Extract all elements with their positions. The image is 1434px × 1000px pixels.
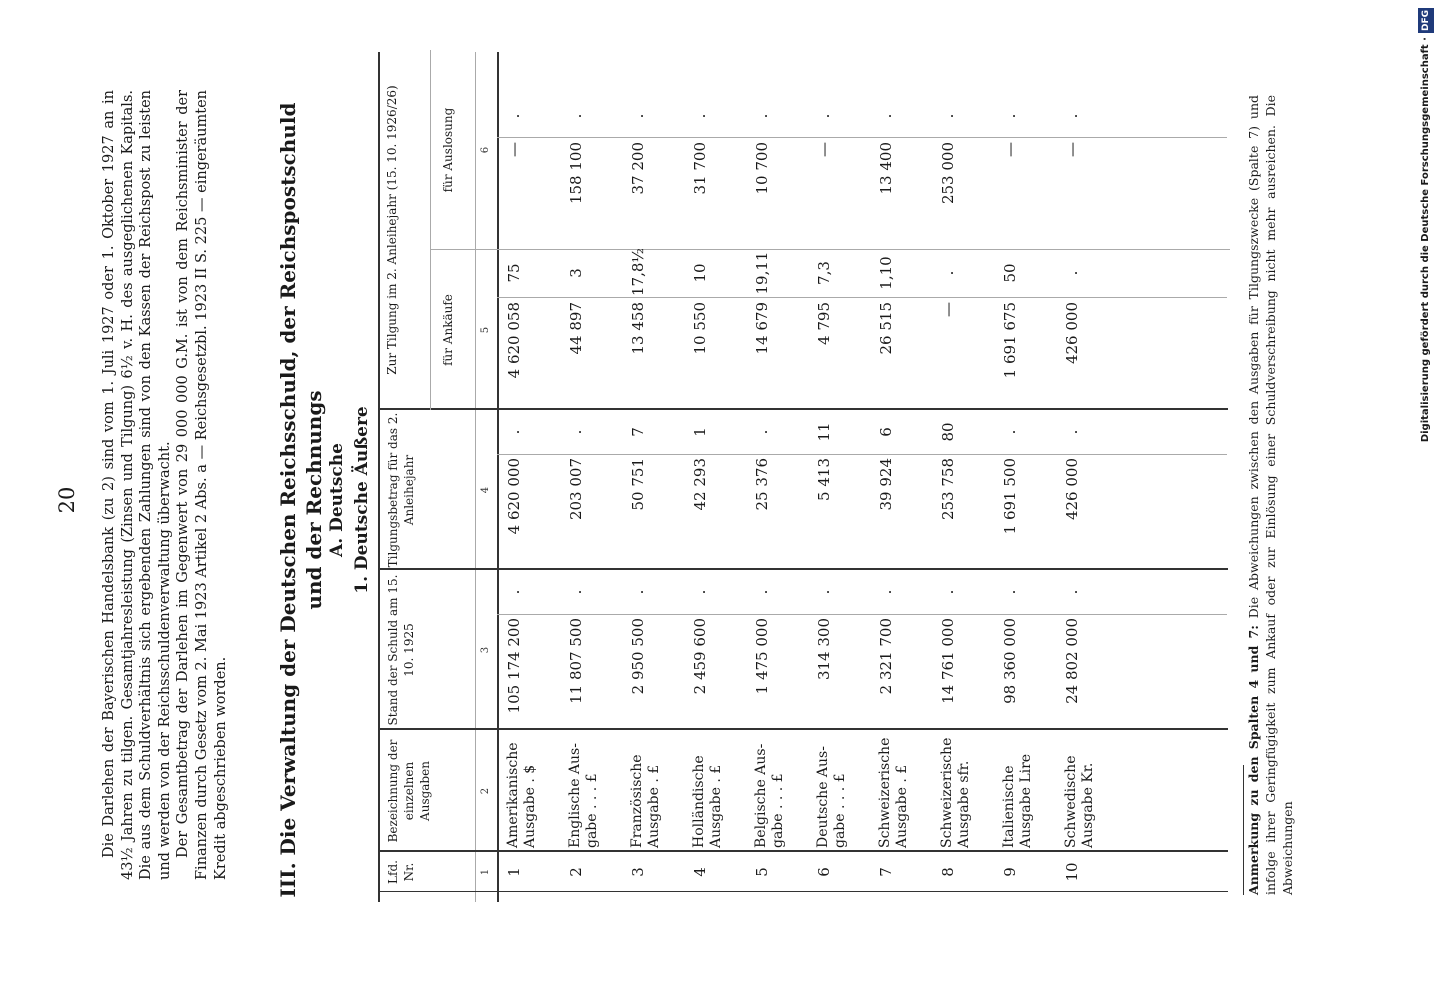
cell-name1: Holländische (691, 755, 707, 848)
cell-stand-frac: . (629, 589, 647, 595)
header-stand: Stand der Schuld am 15. 10. 1925 (386, 574, 416, 726)
cell-ank-frac: . (939, 270, 957, 276)
frac-divider-5 (497, 297, 1227, 298)
cell-aus-frac: . (691, 113, 709, 119)
cell-name2: gabe . . . £ (832, 773, 848, 848)
frac-divider-3 (497, 614, 1227, 615)
frac-divider-6 (497, 137, 1227, 138)
note-rule (1243, 765, 1244, 895)
cell-ank: 13 458 (629, 302, 647, 355)
cell-nr: 4 (691, 867, 709, 877)
cell-tilg-frac: . (505, 429, 523, 435)
cell-aus-frac: . (815, 113, 833, 119)
dfg-logo: DFG (1418, 8, 1434, 33)
col-divider-5 (378, 408, 1228, 410)
cell-ank: 10 550 (691, 302, 709, 355)
cell-ank: — (939, 302, 957, 317)
cell-stand-frac: . (815, 589, 833, 595)
page-number: 20 (55, 486, 79, 514)
cell-tilg: 253 758 (939, 458, 957, 521)
cell-tilg: 4 620 000 (505, 458, 523, 535)
cell-tilg-frac: 80 (939, 422, 957, 442)
cell-nr: 6 (815, 867, 833, 877)
colnum-3: 3 (480, 646, 491, 654)
cell-stand-frac: . (753, 589, 771, 595)
cell-tilg-frac: . (1001, 429, 1019, 435)
cell-tilg: 42 293 (691, 458, 709, 511)
cell-nr: 5 (753, 867, 771, 877)
cell-name1: Schweizerische (877, 737, 893, 848)
cell-ank: 26 515 (877, 302, 895, 355)
cell-aus-frac: . (1001, 113, 1019, 119)
cell-aus: 13 400 (877, 142, 895, 195)
cell-stand: 24 802 000 (1063, 618, 1081, 704)
cell-stand: 98 360 000 (1001, 618, 1019, 704)
cell-aus-frac: . (629, 113, 647, 119)
header-nr: Lfd. Nr. (386, 860, 416, 884)
cell-aus-frac: . (753, 113, 771, 119)
cell-ank-frac: 17,8½ (629, 248, 647, 296)
cell-name2: Ausgabe . £ (646, 764, 662, 848)
cell-nr: 1 (505, 867, 523, 877)
cell-stand-frac: . (1063, 589, 1081, 595)
footnote-text: Die Abweichungen zwischen den Ausgaben für Tilgungszwecke (Spalte 7) und infolge ihrer Geringfügigkeit zum Ankauf oder zur Einlösung einer Schuldverschreibung nicht mehr ausreichen. Die Abweichungen (1246, 95, 1295, 895)
cell-tilg: 203 007 (567, 458, 585, 521)
colnum-5: 5 (480, 326, 491, 334)
cell-aus: 253 000 (939, 142, 957, 205)
cell-ank-frac: 10 (691, 263, 709, 283)
cell-aus: 10 700 (753, 142, 771, 195)
cell-stand: 2 950 500 (629, 618, 647, 695)
header-bezeichnung: Bezeichnung der einzelnen Ausgaben (386, 739, 432, 843)
cell-aus-frac: . (1063, 113, 1081, 119)
cell-name1: Schweizerische (939, 737, 955, 848)
cell-ank-frac: 50 (1001, 263, 1019, 283)
cell-tilg: 50 751 (629, 458, 647, 511)
cell-ank-frac: 19,11 (753, 251, 771, 295)
cell-tilg: 25 376 (753, 458, 771, 511)
cell-tilg-frac: 1 (691, 427, 709, 437)
cell-name2: gabe . . . £ (770, 773, 786, 848)
cell-stand: 105 174 200 (505, 618, 523, 714)
subsection-heading-a: A. Deutsche (327, 443, 347, 557)
header-auslosung: für Auslosung (441, 107, 455, 193)
cell-ank-frac: 3 (567, 268, 585, 278)
cell-stand: 14 761 000 (939, 618, 957, 704)
cell-ank: 4 795 (815, 302, 833, 345)
cell-aus-frac: . (567, 113, 585, 119)
section-heading: III. Die Verwaltung der Deutschen Reichsschuld, der Reichspostschuld und der Rechnungs (276, 102, 326, 898)
cell-name2: gabe . . . £ (584, 773, 600, 848)
cell-nr: 2 (567, 867, 585, 877)
colnum-4: 4 (480, 486, 491, 494)
cell-stand: 2 459 600 (691, 618, 709, 695)
header-tilgungsbetrag: Tilgungsbetrag für das 2. Anleihejahr (386, 412, 416, 568)
cell-aus-frac: . (939, 113, 957, 119)
cell-aus: — (815, 142, 833, 157)
cell-nr: 8 (939, 867, 957, 877)
cell-tilg: 39 924 (877, 458, 895, 511)
colnum-2: 2 (480, 787, 491, 795)
cell-aus: — (1063, 142, 1081, 157)
cell-stand-frac: . (505, 589, 523, 595)
cell-aus-frac: . (505, 113, 523, 119)
cell-stand-frac: . (1001, 589, 1019, 595)
cell-name1: Französische (629, 754, 645, 848)
cell-tilg-frac: . (753, 429, 771, 435)
colnum-1: 1 (480, 868, 491, 876)
digitization-credit (1418, 0, 1434, 1000)
cell-stand: 1 475 000 (753, 618, 771, 695)
cell-ank: 4 620 058 (505, 302, 523, 379)
intro-paragraph-2: Der Gesamtbetrag der Darlehen im Gegenwert von 29 000 000 G.M. ist von dem Reichsminister der Finanzen durch Gesetz vom 2. Mai 1923 Artikel 2 Abs. a — Reichsgesetzbl. 1923 II S. 225 — eingeräumten Kredit abgeschrieben worden. (175, 90, 229, 880)
cell-stand-frac: . (877, 589, 895, 595)
intro-text (100, 90, 230, 880)
cell-ank-frac: 7,3 (815, 261, 833, 285)
cell-stand-frac: . (939, 589, 957, 595)
cell-tilg-frac: 7 (629, 427, 647, 437)
cell-tilg: 5 413 (815, 458, 833, 501)
cell-tilg-frac: 11 (815, 422, 833, 442)
cell-stand: 2 321 700 (877, 618, 895, 695)
cell-aus: 37 200 (629, 142, 647, 195)
cell-name1: Englische Aus- (567, 743, 583, 848)
cell-name1: Belgische Aus- (753, 743, 769, 848)
colnum-rule (475, 52, 476, 902)
cell-aus: — (505, 142, 523, 157)
cell-name1: Deutsche Aus- (815, 746, 831, 848)
frac-divider-4 (497, 454, 1227, 455)
cell-tilg-frac: . (1063, 429, 1081, 435)
cell-name2: Ausgabe sfr. (956, 760, 972, 848)
cell-name1: Amerikanische (505, 742, 521, 848)
cell-nr: 9 (1001, 867, 1019, 877)
cell-stand: 314 300 (815, 618, 833, 681)
cell-aus: — (1001, 142, 1019, 157)
cell-stand: 11 807 500 (567, 618, 585, 704)
cell-aus: 31 700 (691, 142, 709, 195)
cell-nr: 10 (1063, 862, 1081, 882)
col-divider-3 (378, 728, 1228, 730)
cell-ank: 1 691 675 (1001, 302, 1019, 379)
cell-tilg: 426 000 (1063, 458, 1081, 521)
cell-name2: Ausgabe Lire (1018, 753, 1034, 848)
header-ankaeufe: für Ankäufe (441, 294, 455, 366)
cell-name2: Ausgabe . £ (894, 764, 910, 848)
footnote-lead: Anmerkung zu den Spalten 4 und 7: (1246, 625, 1261, 895)
cell-stand-frac: . (567, 589, 585, 595)
cell-aus-frac: . (877, 113, 895, 119)
cell-stand-frac: . (691, 589, 709, 595)
cell-name1: Schwedische (1063, 755, 1079, 848)
cell-name2: Ausgabe . $ (522, 764, 538, 848)
cell-ank-frac: . (1063, 270, 1081, 276)
cell-ank: 44 897 (567, 302, 585, 355)
cell-name1: Italienische (1001, 765, 1017, 848)
colnum-6: 6 (480, 146, 491, 154)
cell-name2: Ausgabe . £ (708, 764, 724, 848)
cell-ank-frac: 75 (505, 263, 523, 283)
subsection-heading-1: 1. Deutsche Äußere (352, 406, 372, 594)
table-top-rule (378, 52, 380, 902)
cell-ank: 14 679 (753, 302, 771, 355)
footnote (1245, 95, 1296, 895)
cell-ank-frac: 1,10 (877, 256, 895, 290)
cell-tilg-frac: 6 (877, 427, 895, 437)
cell-tilg-frac: . (567, 429, 585, 435)
col-divider-4 (378, 568, 1228, 570)
credit-text: Digitalisierung gefördert durch die Deutsche Forschungsgemeinschaft · (1420, 37, 1431, 443)
subheader-rule (430, 50, 431, 410)
cell-tilg: 1 691 500 (1001, 458, 1019, 535)
cell-aus: 158 100 (567, 142, 585, 205)
header-rule (497, 52, 499, 902)
intro-paragraph-1: Die Darlehen der Bayerischen Handelsbank (zu 2) sind vom 1. Juli 1927 oder 1. Oktober 1927 an in 43½ Jahren zu tilgen. Gesamtjahresleistung (Zinsen und Tilgung) 6½ v. H. des ausgeglichenen Kapitals. Die aus dem Schuldverhältnis sich ergebenden Zahlungen sind von den Kassen der Reichspost zu leisten und werden von der Reichsschuldenverwaltung überwacht. (101, 90, 173, 880)
cell-nr: 3 (629, 867, 647, 877)
cell-ank: 426 000 (1063, 302, 1081, 365)
cell-name2: Ausgabe Kr. (1080, 762, 1096, 848)
header-zur-tilgung: Zur Tilgung im 2. Anleihejahr (15. 10. 1926/26) (385, 85, 399, 375)
cell-nr: 7 (877, 867, 895, 877)
